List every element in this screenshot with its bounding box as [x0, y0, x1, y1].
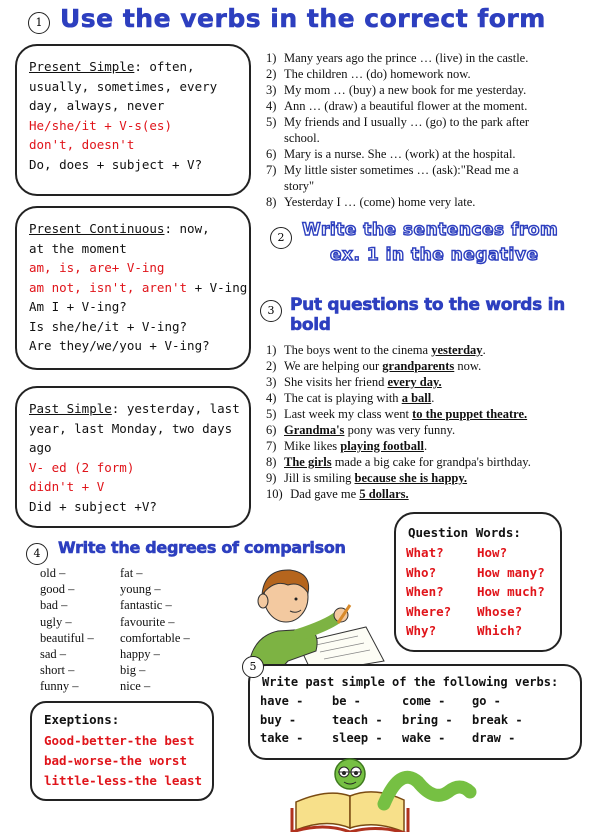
- exercise-1-item: [266, 98, 588, 114]
- present-continuous-question: Are they/we/you + V-ing?: [29, 338, 210, 353]
- adjective-item: favourite –: [120, 614, 175, 629]
- exercise-1-item: [266, 194, 588, 210]
- item-text: My mom … (buy) a new book for me yesterday.: [284, 83, 527, 97]
- item-number: 8): [266, 195, 277, 209]
- present-continuous-markers: : now,: [164, 221, 210, 236]
- item-number: 1): [266, 343, 277, 357]
- item-bold-target: every day.: [387, 375, 442, 389]
- verb-item: bring -: [402, 712, 453, 727]
- item-text: The children … (do) homework now.: [284, 67, 471, 81]
- question-word: Who?: [406, 564, 437, 580]
- past-simple-form: V- ed (2 form): [29, 459, 135, 475]
- item-text-before: We are helping our: [284, 359, 383, 373]
- question-words-title: Question Words:: [408, 525, 521, 540]
- item-number: 1): [266, 51, 277, 65]
- item-text: My friends and I usually … (go) to the park after: [284, 115, 530, 129]
- past-simple-question: Did + subject +V?: [29, 498, 157, 514]
- exercise-1-list: [266, 50, 588, 210]
- question-word: What?: [406, 545, 444, 560]
- verb-item: have -: [260, 694, 304, 708]
- verb-item: sleep -: [332, 731, 383, 745]
- verb-item: go -: [472, 694, 501, 708]
- present-continuous-line: at the moment: [29, 240, 127, 256]
- past-simple-negative: didn't + V: [29, 479, 105, 494]
- item-text-after: made a big cake for grandpa's birthday.: [331, 455, 531, 469]
- present-continuous-label: Present Continuous: [29, 221, 165, 236]
- item-text-before: Last week my class went: [284, 407, 413, 421]
- verb-item: break -: [472, 712, 523, 727]
- exercise-3-item: [266, 406, 592, 422]
- exception-bad: bad-worse-the worst: [44, 753, 187, 768]
- item-text-before: Dad gave me: [284, 487, 360, 501]
- question-word: Why?: [406, 623, 437, 639]
- section-number-2: 2: [270, 227, 292, 249]
- verb-item: draw -: [472, 731, 516, 745]
- verb-item: wake -: [402, 731, 446, 745]
- present-simple-box: [15, 44, 251, 196]
- adjective-item: fantastic –: [120, 598, 172, 613]
- item-number: 4): [266, 391, 277, 405]
- item-text-after: .: [482, 343, 486, 357]
- adjective-item: fat –: [120, 566, 143, 580]
- item-text-before: Jill is smiling: [284, 471, 355, 485]
- question-word: When?: [406, 584, 444, 600]
- item-number: 2): [266, 359, 277, 373]
- item-bold-target: yesterday: [431, 343, 483, 357]
- adjective-item: good –: [40, 582, 75, 597]
- exercise-3-item: [266, 374, 592, 390]
- section-number-4: 4: [26, 543, 48, 565]
- exercise-1-item: [266, 114, 588, 130]
- item-number: 5): [266, 407, 277, 421]
- past-simple-box: [15, 386, 251, 528]
- item-bold-target: a ball: [401, 391, 432, 405]
- present-continuous-question: Is she/he/it + V-ing?: [29, 318, 188, 334]
- exercise-3-item: [266, 486, 592, 502]
- exceptions-title: Exeptions:: [44, 712, 120, 727]
- exercise-3-item: [266, 470, 592, 486]
- present-continuous-negative: am not, isn't, aren't: [29, 279, 188, 295]
- item-bold-target: grandparents: [382, 359, 455, 373]
- item-text: Yesterday I … (come) home very late.: [284, 195, 476, 209]
- exception-good: Good-better-the best: [44, 733, 195, 748]
- item-number: 4): [266, 99, 277, 113]
- item-text: school.: [284, 131, 320, 145]
- item-text-after: pony was very funny.: [344, 423, 456, 437]
- item-bold-target: playing football: [340, 439, 424, 453]
- present-continuous-form: am, is, are+ V-ing: [29, 260, 165, 275]
- question-word: How?: [477, 545, 508, 560]
- present-simple-line: day, always, never: [29, 98, 165, 113]
- adjective-item: old –: [40, 566, 66, 580]
- question-word: Which?: [477, 623, 523, 639]
- exercise-1-item: [266, 50, 588, 66]
- item-text-before: The cat is playing with: [284, 391, 402, 405]
- item-number: 2): [266, 67, 277, 81]
- item-number: 8): [266, 455, 277, 469]
- section-3-title: Put questions to the words in bold: [290, 295, 565, 335]
- question-word: Whose?: [477, 603, 523, 619]
- item-number: 7): [266, 439, 277, 453]
- exercise-1-item: [266, 82, 588, 98]
- adjective-item: short –: [40, 663, 75, 678]
- exercise-3-item: [266, 390, 592, 406]
- present-simple-line: usually, sometimes, every: [29, 78, 218, 94]
- past-simple-markers: : yesterday, last: [111, 401, 240, 416]
- item-bold-target: Grandma's: [284, 423, 345, 437]
- page-title: Use the verbs in the correct form: [60, 4, 546, 33]
- item-number: 3): [266, 375, 277, 389]
- section-number-3: 3: [260, 300, 282, 322]
- section-5-title: Write past simple of the following verbs:: [262, 675, 559, 689]
- item-number: 3): [266, 83, 277, 97]
- present-simple-markers: : often,: [134, 59, 195, 74]
- item-text: Many years ago the prince … (live) in the castle.: [284, 51, 529, 65]
- verb-item: teach -: [332, 712, 383, 727]
- item-text: Ann … (draw) a beautiful flower at the moment.: [284, 99, 528, 113]
- exercise-1-item: [266, 178, 588, 194]
- section-2-title-line1: Write the sentences from: [302, 220, 559, 240]
- adjective-item: comfortable –: [120, 630, 190, 645]
- adjective-item: sad –: [40, 647, 67, 661]
- section-2-title-line2: ex. 1 in the negative: [330, 245, 539, 265]
- exercise-1-item: [266, 130, 588, 146]
- item-text: Mary is a nurse. She … (work) at the hospital.: [284, 147, 516, 161]
- item-text: My little sister sometimes … (ask):"Read me a: [284, 163, 519, 177]
- item-bold-target: because she is happy.: [354, 471, 468, 485]
- past-simple-line: ago: [29, 440, 52, 455]
- item-text-after: .: [431, 391, 435, 405]
- exceptions-box: [30, 701, 214, 801]
- item-bold-target: to the puppet theatre.: [412, 407, 528, 421]
- exception-little: little-less-the least: [44, 773, 203, 788]
- verb-item: take -: [260, 731, 304, 745]
- item-bold-target: 5 dollars.: [359, 487, 409, 501]
- section-number-5: 5: [242, 656, 264, 678]
- adjective-item: young –: [120, 582, 161, 597]
- verb-item: buy -: [260, 712, 297, 727]
- item-text-after: now.: [454, 359, 482, 373]
- exercise-3-item: [266, 438, 592, 454]
- item-number: 7): [266, 163, 277, 177]
- exercise-3-list: [266, 342, 592, 502]
- exercise-3-item: [266, 342, 592, 358]
- present-continuous-negative-rest: + V-ing: [187, 279, 248, 295]
- past-simple-label: Past Simple: [29, 401, 112, 416]
- verb-item: be -: [332, 694, 361, 708]
- item-number: 6): [266, 423, 277, 437]
- item-number: 10): [266, 487, 283, 501]
- item-text-before: She visits her friend: [284, 375, 388, 389]
- adjective-item: big –: [120, 663, 146, 678]
- present-simple-question: Do, does + subject + V?: [29, 156, 203, 172]
- exercise-3-item: [266, 454, 592, 470]
- bookworm-illustration: [288, 752, 478, 832]
- item-number: 9): [266, 471, 277, 485]
- adjective-item: ugly –: [40, 614, 72, 629]
- section-number-1: 1: [28, 12, 50, 34]
- adjective-item: happy –: [120, 647, 160, 661]
- item-text: story": [284, 179, 315, 193]
- adjective-item: bad –: [40, 598, 68, 613]
- item-text-before: Mike likes: [284, 439, 341, 453]
- section-4-title: Write the degrees of comparison: [58, 538, 346, 557]
- adjective-item: beautiful –: [40, 630, 94, 645]
- exercise-3-item: [266, 358, 592, 374]
- item-number: 6): [266, 147, 277, 161]
- exercise-1-item: [266, 146, 588, 162]
- question-word: How much?: [477, 584, 545, 600]
- present-continuous-box: [15, 206, 251, 370]
- question-word: Where?: [406, 603, 452, 619]
- exercise-1-item: [266, 162, 588, 178]
- item-text-before: The boys went to the cinema: [284, 343, 432, 357]
- exercise-3-item: [266, 422, 592, 438]
- present-continuous-question: Am I + V-ing?: [29, 299, 127, 314]
- present-simple-form: He/she/it + V-s(es): [29, 117, 172, 133]
- item-bold-target: The girls: [284, 455, 332, 469]
- item-number: 5): [266, 115, 277, 129]
- adjective-item: nice –: [120, 679, 151, 694]
- item-text-after: .: [423, 439, 428, 453]
- adjective-item: funny –: [40, 679, 79, 694]
- exercise-1-item: [266, 66, 588, 82]
- verb-item: come -: [402, 694, 446, 708]
- present-simple-negative: don't, doesn't: [29, 137, 135, 152]
- past-simple-line: year, last Monday, two days: [29, 420, 233, 436]
- present-simple-label: Present Simple: [29, 59, 135, 74]
- question-word: How many?: [477, 564, 545, 580]
